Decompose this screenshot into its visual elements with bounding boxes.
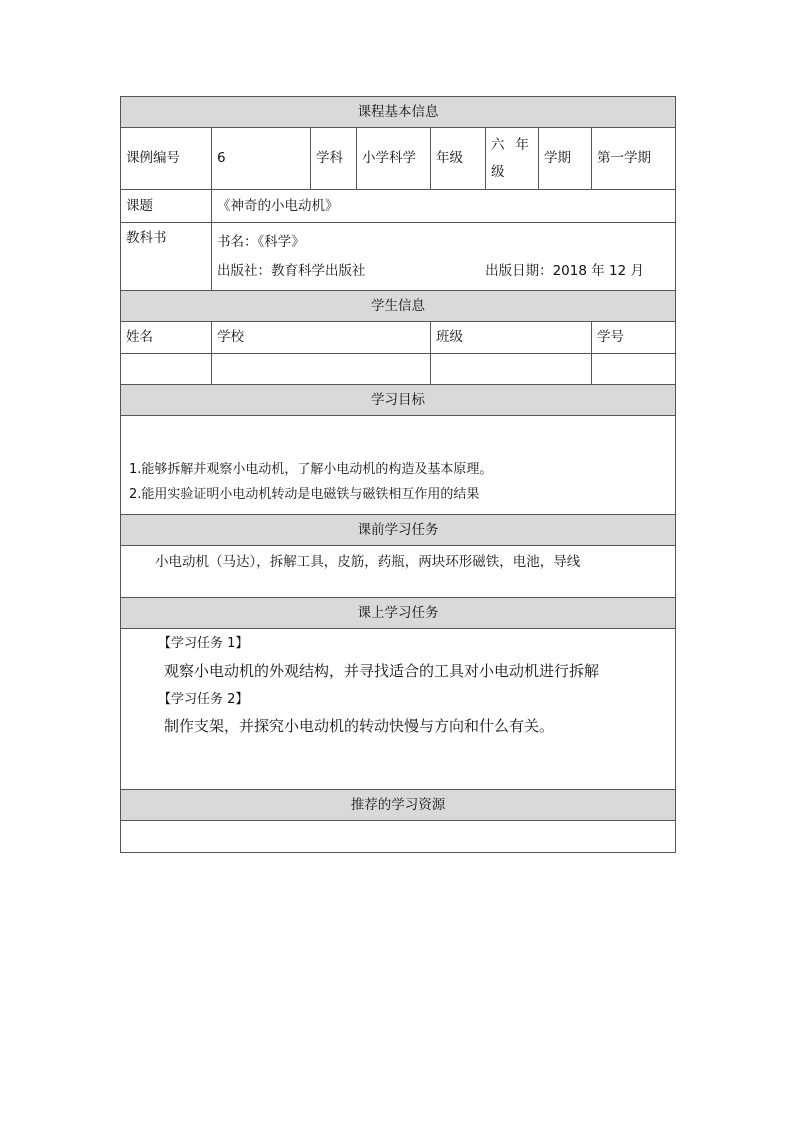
goal-item: 2.能用实验证明小电动机转动是电磁铁与磁铁相互作用的结果 [129, 487, 480, 503]
grade-value [486, 128, 539, 190]
resources-cell[interactable] [121, 821, 676, 853]
student-school-cell[interactable] [212, 354, 431, 385]
section-header-basic: 课程基本信息 [121, 97, 676, 128]
book-name: 书名：《科学》 [217, 234, 305, 251]
section-header-goals: 学习目标 [121, 385, 676, 416]
task-tag: 【学习任务 2】 [158, 691, 249, 707]
task-text: 观察小电动机的外观结构，并寻找适合的工具对小电动机进行拆解 [164, 661, 600, 680]
grade-char-3: 级 [491, 163, 505, 180]
course-info-sheet [120, 96, 675, 853]
student-class-label: 班级 [431, 322, 592, 354]
case-no-label: 课例编号 [121, 128, 212, 190]
topic-value: 《神奇的小电动机》 [212, 190, 676, 223]
grade-char-2: 年 [515, 137, 529, 154]
term-value: 第一学期 [592, 128, 676, 190]
student-name-cell[interactable] [121, 354, 212, 385]
student-school-label: 学校 [212, 322, 431, 354]
course-info-table [120, 96, 676, 853]
section-header-student: 学生信息 [121, 291, 676, 322]
pre-task-text: 小电动机（马达），拆解工具，皮筋，药瓶，两块环形磁铁，电池，导线 [121, 546, 676, 598]
goal-item: 1.能够拆解并观察小电动机，了解小电动机的构造及基本原理。 [129, 461, 493, 477]
task-tag: 【学习任务 1】 [158, 636, 249, 651]
subject-label: 学科 [311, 128, 357, 190]
textbook-info [212, 223, 676, 291]
publish-date: 出版日期：2018 年 12 月 [485, 262, 644, 279]
goals-cell [121, 416, 676, 515]
student-class-cell[interactable] [431, 354, 592, 385]
textbook-label: 教科书 [121, 223, 212, 291]
term-label: 学期 [539, 128, 592, 190]
student-id-label: 学号 [592, 322, 676, 354]
topic-label: 课题 [121, 190, 212, 223]
section-header-pre-task: 课前学习任务 [121, 515, 676, 546]
section-header-class-task: 课上学习任务 [121, 598, 676, 629]
grade-char-1: 六 [491, 137, 505, 154]
task-text: 制作支架，并探究小电动机的转动快慢与方向和什么有关。 [164, 717, 555, 736]
section-header-resources: 推荐的学习资源 [121, 790, 676, 821]
subject-value: 小学科学 [357, 128, 431, 190]
publisher: 出版社：教育科学出版社 [217, 262, 366, 279]
class-tasks-cell [121, 629, 676, 790]
case-no-value: 6 [212, 128, 311, 190]
student-name-label: 姓名 [121, 322, 212, 354]
grade-label: 年级 [431, 128, 486, 190]
student-id-cell[interactable] [592, 354, 676, 385]
